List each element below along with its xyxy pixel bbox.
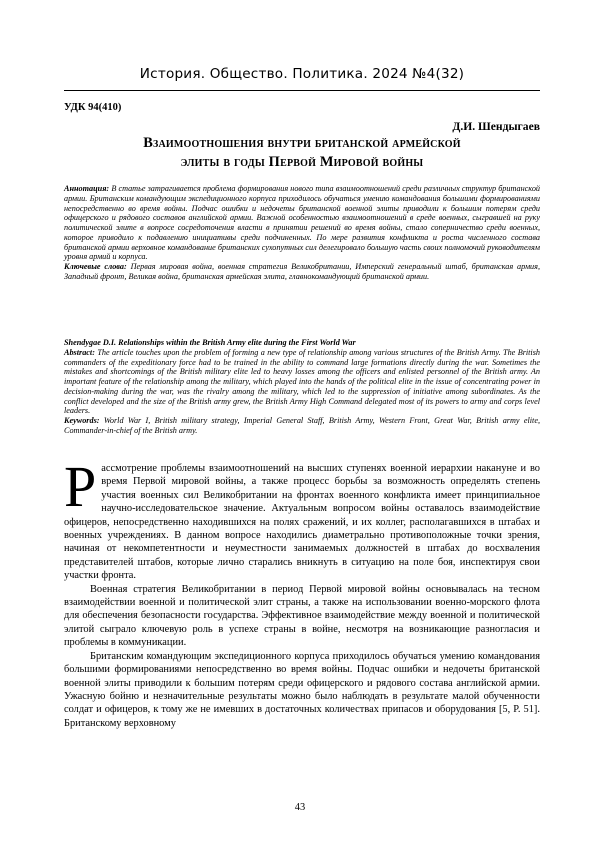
abstract-ru-label: Аннотация: [64,184,109,193]
body-paragraph-1 [64,462,540,583]
author-name: Д.И. Шендыгаев [452,120,540,133]
abstract-en [64,338,540,436]
body-paragraph-3: Британским командующим экспедиционного корпуса приходилось обучаться умению командования большими формированиями непосредственно во время войны. Подчас ошибки и недочеты британской военной элиты приводили к большим потерям среди офицерского и рядового состава английской армии. Ужасную бойню и незначительные результаты можно было наблюдать в результате малой обученности солдат и офицеров, к тому же не имевших в достаточных количествах припасов и оборудования [5, P. 51]. Британскому верховному [64,650,540,730]
abstract-ru-text: В статье затрагивается проблема формирования нового типа взаимоотношений среди различных структур британской армии. Британским командующим экспедиционного корпуса приходилось обучаться умению командования большими формированиями непосредственно во время войны. Подчас ошибки и недочеты британской военной элиты приводили к большим потерям среди офицерского и рядового составов английской армии. Важной особенностью взаимоотношений в среде военных, сыгравшей на руку политической элите в вопросе сосредоточения власти в принятии решений во время войны, стало соперничество среди военных, которое приводило к подавлению инициативы среди подчиненных. По мере развития конфликта и роста численного состава британской армии верховное командование британских сухопутных сил делегировало большую часть своих полномочий руководителям уровня армий и корпуса. [64,184,540,261]
title-line-2: элиты в годы Первой Мировой войны [64,153,540,172]
keywords-en-text: World War I, British military strategy, Imperial General Staff, British Army, Western Front, Great War, British army elite, Commander-in-chief of the British army. [64,416,540,435]
page-number: 43 [0,802,600,813]
abstract-en-text: The article touches upon the problem of forming a new type of relationship among various structures of the British Army. The British commanders of the expeditionary force had to be trained in the ability to command large formations directly during the war. Sometimes the mistakes and shortcomings of the British military elite led to heavy losses among the officers and enlisted personnel of the British army. An important feature of the relationship among the military, which played into the hands of the political elite in the issue of concentrating power in decision-making during the war, was the rivalry among the military, which led to the suppression of initiative among subordinates. As the conflict developed and the size of the British army grew, the British Army High Command delegated most of its powers to army and corps level leaders. [64,348,540,416]
header-rule [64,90,540,91]
abstract-en-label: Abstract: [64,348,95,357]
journal-page [0,0,600,849]
journal-header: История. Общество. Политика. 2024 №4(32) [64,63,540,85]
keywords-en-label: Keywords: [64,416,99,425]
keywords-ru-text: Первая мировая война, военная стратегия Великобритании, Имперский генеральный штаб, британская армия, Западный фронт, Великая война, британская армейская элита, главнокомандующий британской армии. [64,262,540,281]
body-paragraph-2: Военная стратегия Великобритании в период Первой мировой войны основывалась на тесном взаимодействии военной и политической элит страны, а также на использовании военно-морского флота для обеспечения безопасности государства. Эффективное взаимодействие между военной и политической элитой сыграло ключевую роль в успехе страны в войне, несмотря на возникающие разногласия и проблемы в коммуникации. [64,583,540,650]
udk-code: УДК 94(410) [64,102,121,113]
title-line-1: Взаимоотношения внутри британской армейской [64,134,540,153]
abstract-ru [64,184,540,282]
article-title [64,134,540,172]
drop-cap: Р [64,464,96,512]
article-body [64,462,540,730]
body-paragraph-1-text: ассмотрение проблемы взаимоотношений на высших ступенях военной иерархии накануне и во время Первой мировой войны, а также процесс борьбы за возможность определять степень участия военных сил Великобритании на фронтах военного конфликта имеет принципиальное научно-исследовательское значение. Актуальным вопросом войны оставалось взаимодействие офицеров, непосредственно находившихся на полях сражений, и их коллег, располагавшихся в штабах и военных учреждениях. В данном вопросе находились диаметрально противоположные точки зрения, начиная от некомпетентности и неуместности занимаемых должностей в штабах до восхваления представителей штабов, которые лично старались вникнуть в ситуацию на поле боя, инспектируя свои участки фронта. [64,463,540,581]
english-title: Shendygae D.I. Relationships within the British Army elite during the First World War [64,338,540,348]
keywords-ru-label: Ключевые слова: [64,262,127,271]
